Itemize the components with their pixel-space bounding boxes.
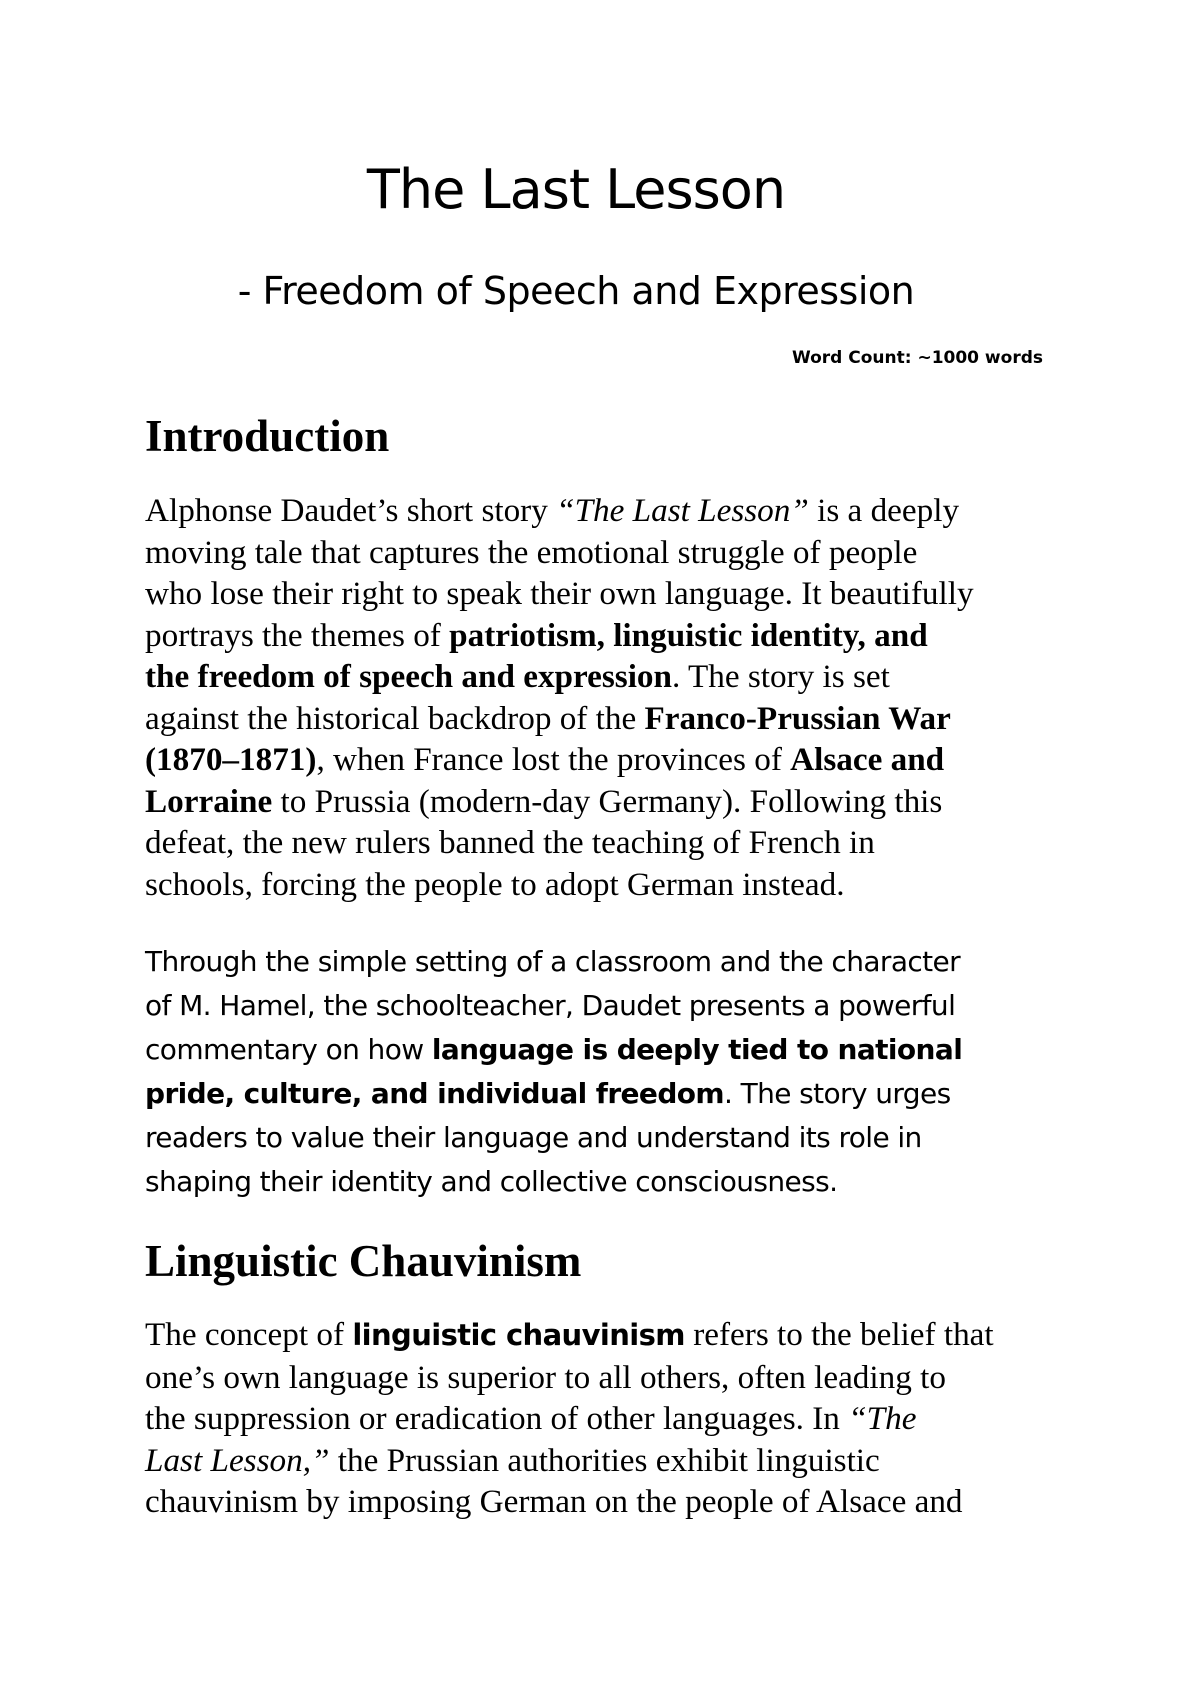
word-count: Word Count: ~1000 words [791, 348, 1043, 368]
text-line: moving tale that captures the emotional struggle of people [145, 533, 918, 571]
section-heading-introduction: Introduction [145, 411, 390, 461]
text-line: one’s own language is superior to all others, often leading to [145, 1358, 946, 1396]
text-line: The concept of linguistic chauvinism refers to the belief that [145, 1316, 994, 1353]
emphasis-freedom: the freedom of speech and expression [145, 658, 672, 695]
text-line: the suppression or eradication of other languages. In “The [145, 1400, 917, 1437]
text-line: Last Lesson,” the Prussian authorities exhibit linguistic [145, 1441, 880, 1479]
text-line: the freedom of speech and expression. The story is set [145, 658, 890, 695]
text-line: pride, culture, and individual freedom. The story urges [145, 1077, 951, 1110]
text-line: chauvinism by imposing German on the people of Alsace and [145, 1483, 963, 1520]
text-line: Lorraine to Prussia (modern-day Germany). Following this [145, 782, 943, 820]
emphasis-linguistic-chauvinism: linguistic chauvinism [352, 1318, 685, 1352]
intro-paragraph-1 [145, 490, 1060, 905]
emphasis-themes: patriotism, linguistic identity, and [449, 616, 928, 654]
text-line: portrays the themes of patriotism, linguistic identity, and [145, 616, 928, 654]
text-line: shaping their identity and collective consciousness. [145, 1165, 838, 1198]
text-line: commentary on how language is deeply tied to national [145, 1033, 963, 1066]
text-line: defeat, the new rulers banned the teaching of French in [145, 824, 875, 861]
text-line: against the historical backdrop of the Franco-Prussian War [145, 699, 951, 737]
story-title-italic: “The Last Lesson” [556, 492, 809, 529]
intro-paragraph-2 [145, 940, 1060, 1204]
text-line: of M. Hamel, the schoolteacher, Daudet presents a powerful [145, 989, 956, 1022]
document-title: The Last Lesson [366, 158, 786, 221]
story-title-italic: “The [848, 1400, 917, 1437]
emphasis-language-tied: language is deeply tied to national [431, 1033, 963, 1066]
text-line: Through the simple setting of a classroom and the character [145, 945, 961, 978]
emphasis-years: (1870–1871) [145, 741, 317, 778]
emphasis-pride: pride, culture, and individual freedom [145, 1077, 724, 1110]
text-line: (1870–1871), when France lost the provinces of Alsace and [145, 741, 945, 778]
emphasis-lorraine: Lorraine [145, 782, 273, 820]
section-heading-linguistic-chauvinism: Linguistic Chauvinism [145, 1236, 582, 1286]
text-line: schools, forcing the people to adopt German instead. [145, 865, 845, 903]
emphasis-alsace: Alsace and [790, 741, 945, 778]
emphasis-war: Franco-Prussian War [644, 699, 951, 737]
document-subtitle: - Freedom of Speech and Expression [237, 269, 915, 313]
story-title-italic: Last Lesson,” [145, 1441, 330, 1479]
text-line: Alphonse Daudet’s short story “The Last Lesson” is a deeply [145, 492, 960, 529]
text-line: who lose their right to speak their own language. It beautifully [145, 575, 974, 612]
text-line: readers to value their language and understand its role in [145, 1121, 922, 1154]
chauvinism-paragraph-1 [145, 1314, 1060, 1523]
